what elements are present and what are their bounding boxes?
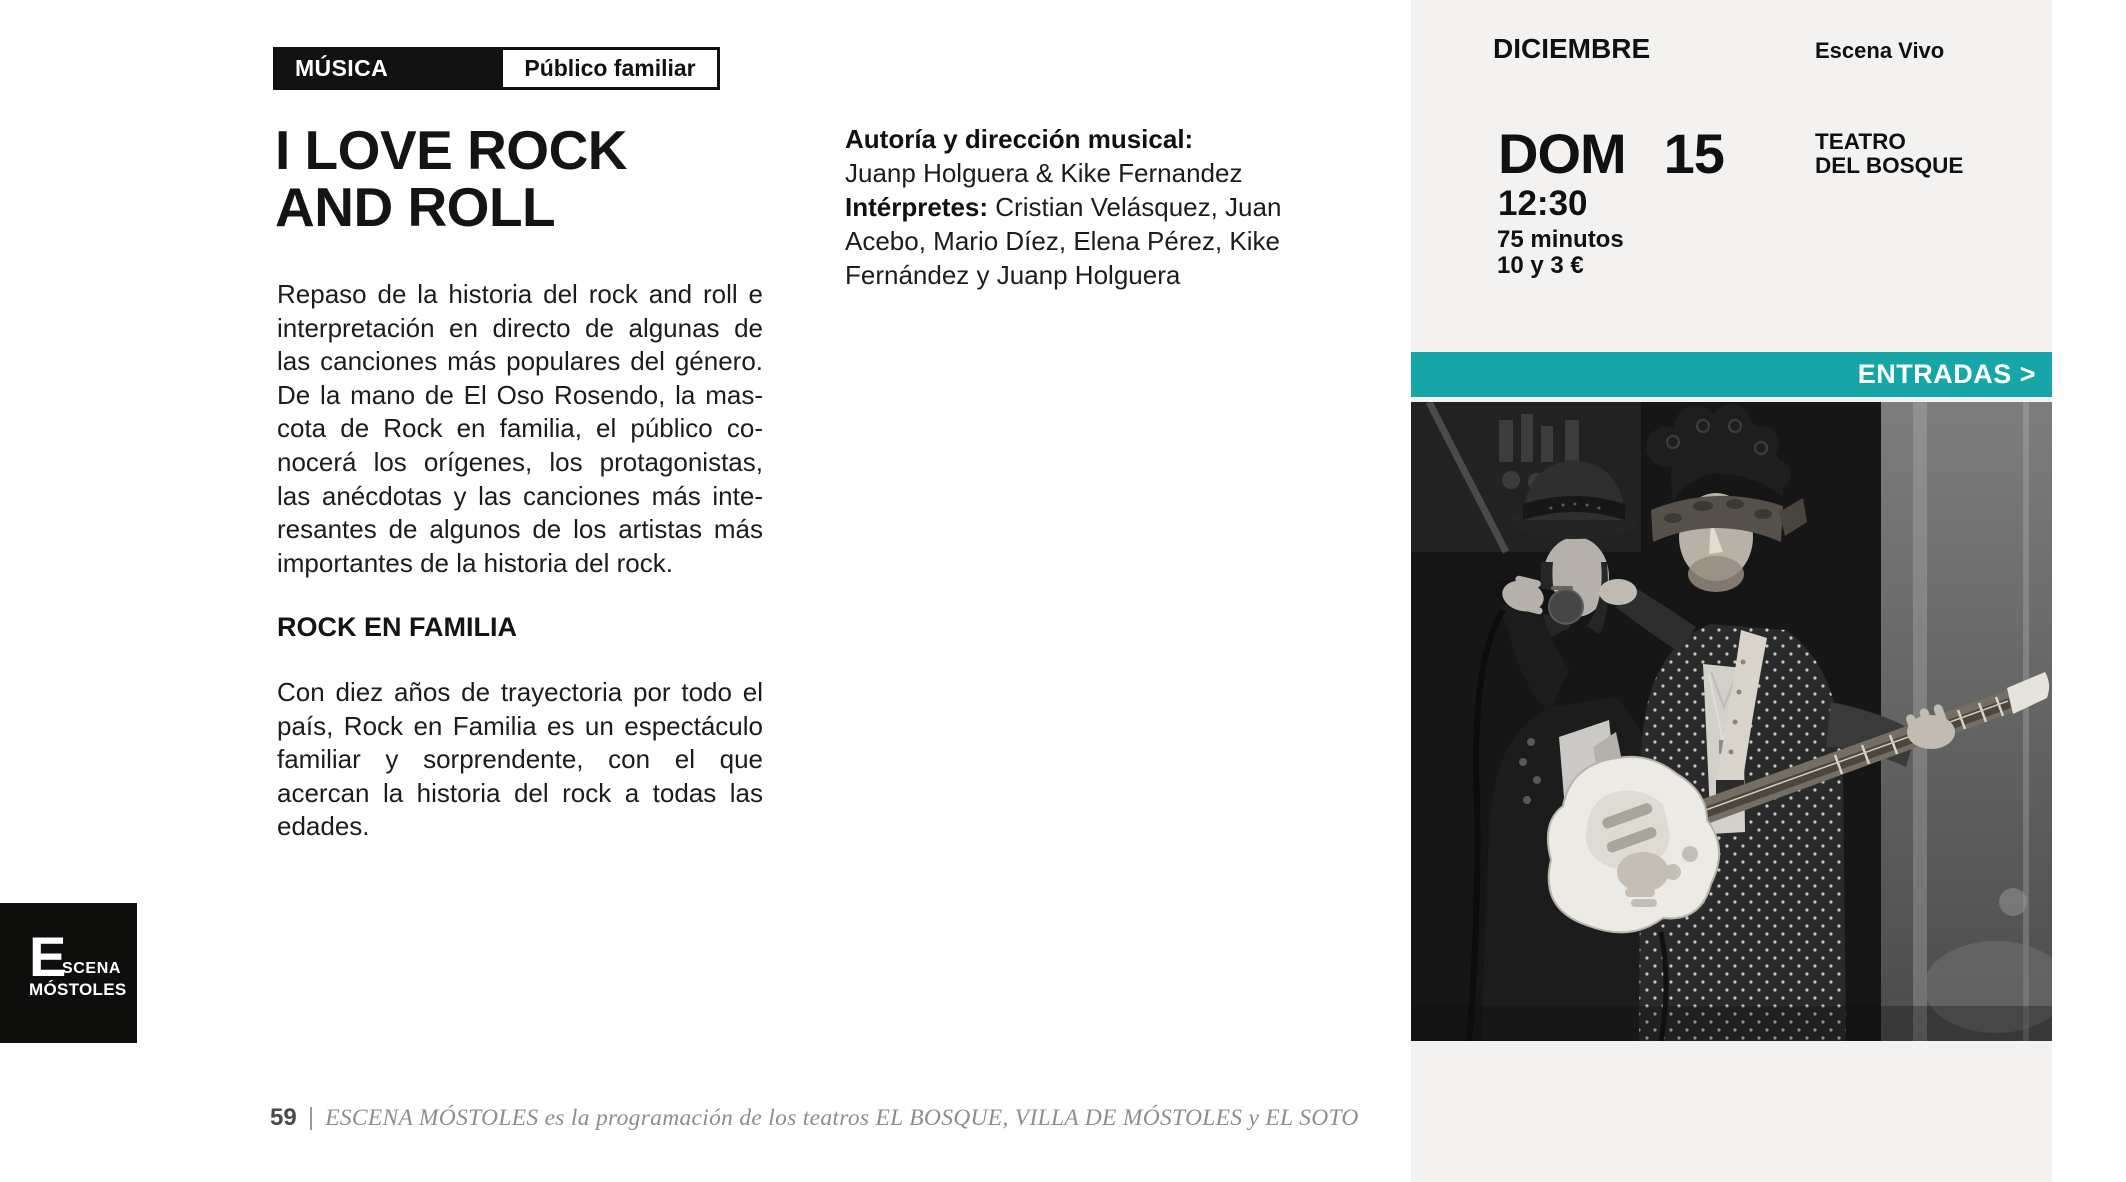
- footer-tagline: ESCENA MÓSTOLES es la programación de los teatros EL BOSQUE, VILLA DE MÓSTOLES y EL SOTO: [325, 1105, 1359, 1131]
- page-number: 59: [270, 1104, 297, 1131]
- event-price: 10 y 3 €: [1497, 252, 1584, 279]
- category-tag-label: MÚSICA: [295, 55, 389, 81]
- escena-mostoles-logo: [0, 903, 137, 1043]
- category-tags: [273, 47, 720, 90]
- event-title-line1: I LOVE ROCK: [275, 119, 628, 181]
- logo-initial: E: [29, 925, 67, 988]
- performers-value: Cristian Velásquez, Juan Acebo, Mario Díez, Elena Pérez, Kike Fernández y Juanp Holguera: [845, 192, 1282, 290]
- footer-separator: |: [307, 1103, 315, 1131]
- event-duration: 75 minutos: [1497, 226, 1624, 253]
- event-info-panel: [1411, 0, 2052, 1182]
- program-brand-label: Escena Vivo: [1815, 38, 1945, 63]
- day-number: 15: [1663, 122, 1724, 185]
- event-time: 12:30: [1498, 184, 1588, 223]
- tickets-button-label: ENTRADAS >: [1857, 359, 2036, 389]
- tickets-button[interactable]: [1411, 352, 2052, 397]
- company-paragraph: Con diez años de trayectoria por todo el país, Rock en Familia es un espectáculo familiar y sorprendente, con el que acercan la historia del rock a todas las edades.: [277, 677, 763, 842]
- company-subheading: ROCK EN FAMILIA: [277, 612, 517, 642]
- event-title: [275, 119, 805, 238]
- venue-name: [1815, 130, 1963, 178]
- audience-tag-publico-familiar: [500, 47, 720, 90]
- venue-line1: TEATRO: [1815, 129, 1906, 154]
- description-paragraph: Repaso de la historia del rock and roll e interpretación en directo de algunas de las canciones más populares del género. De la mano de El Oso Rosendo, la mascota de Rock en familia, el público conocerá los orígenes, los protagonistas, las anécdotas y las canciones más interesantes de algunos de los artistas más importantes de la historia del rock.: [277, 279, 763, 578]
- category-tag-musica: [273, 47, 500, 90]
- rock-duo-performance-illustration: [1411, 402, 2052, 1041]
- event-date: [1498, 122, 1724, 185]
- page-footer: [270, 1103, 1359, 1132]
- authorship-value: Juanp Holguera & Kike Fernandez: [845, 158, 1243, 188]
- authorship-label: Autoría y dirección musical:: [845, 124, 1194, 154]
- performers-label: Intérpretes:: [845, 192, 989, 222]
- performers-line: [845, 190, 1323, 292]
- audience-tag-label: Público familiar: [524, 55, 696, 81]
- day-abbr: DOM: [1498, 122, 1626, 185]
- logo-scena-text: SCENA: [62, 960, 122, 977]
- credits-block: [845, 122, 1323, 292]
- venue-line2: DEL BOSQUE: [1815, 153, 1964, 178]
- month-label: DICIEMBRE: [1493, 33, 1651, 64]
- event-photo: [1411, 402, 2052, 1041]
- event-title-line2: AND ROLL: [275, 176, 556, 238]
- logo-mostoles-text: MÓSTOLES: [29, 980, 127, 999]
